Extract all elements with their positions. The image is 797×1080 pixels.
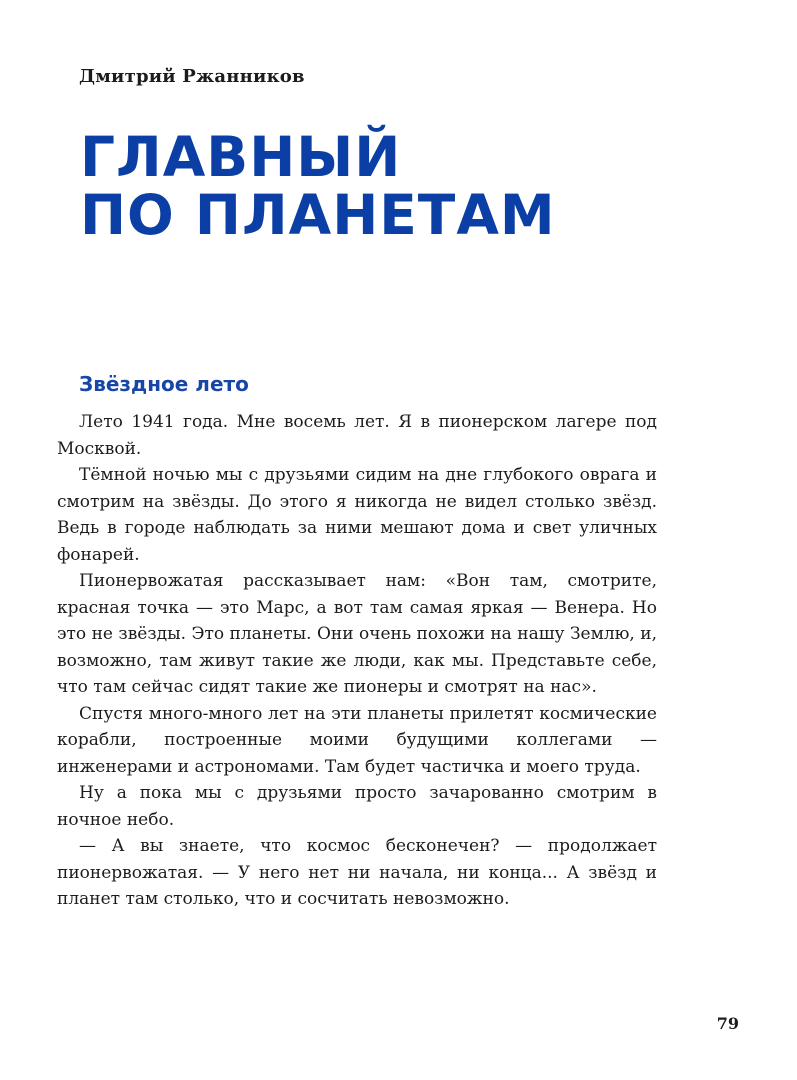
paragraph: Пионервожатая рассказывает нам: «Вон там, смотрите, красная точка — это Марс, а вот там самая яркая — Венера. Но это не звёзды. Это планеты. Они очень похожи на нашу Землю, и, возможно, там живут такие же люди, как мы. Представьте себе, что там сейчас сидят такие же пионеры и смотрят на нас».: [57, 571, 657, 697]
paragraph: — А вы знаете, что космос бесконечен? — продолжает пионервожатая. — У него нет ни начала, ни конца... А звёзд и планет там столько, что и сосчитать невозможно.: [57, 836, 657, 909]
paragraph: Ну а пока мы с друзьями просто зачарованно смотрим в ночное небо.: [57, 783, 657, 830]
paragraph: Тёмной ночью мы с друзьями сидим на дне глубокого оврага и смотрим на звёзды. До этого я никогда не видел столько звёзд. Ведь в городе наблюдать за ними мешают дома и свет уличных фонарей.: [57, 465, 657, 565]
paragraph: Спустя много-много лет на эти планеты прилетят космические корабли, построенные моими будущими коллегами — инженерами и астрономами. Там будет частичка и моего труда.: [57, 703, 657, 777]
paragraph: Лето 1941 года. Мне восемь лет. Я в пионерском лагере под Москвой.: [57, 412, 657, 459]
body-text: [57, 409, 657, 913]
chapter-title: [80, 125, 556, 247]
section-heading: Звёздное лето: [79, 372, 249, 396]
chapter-title-line-1: ГЛАВНЫЙ: [80, 125, 402, 189]
chapter-title-line-2: ПО ПЛАНЕТАМ: [80, 183, 556, 247]
author-name: Дмитрий Ржанников: [79, 66, 305, 87]
page-number: 79: [716, 1014, 739, 1033]
